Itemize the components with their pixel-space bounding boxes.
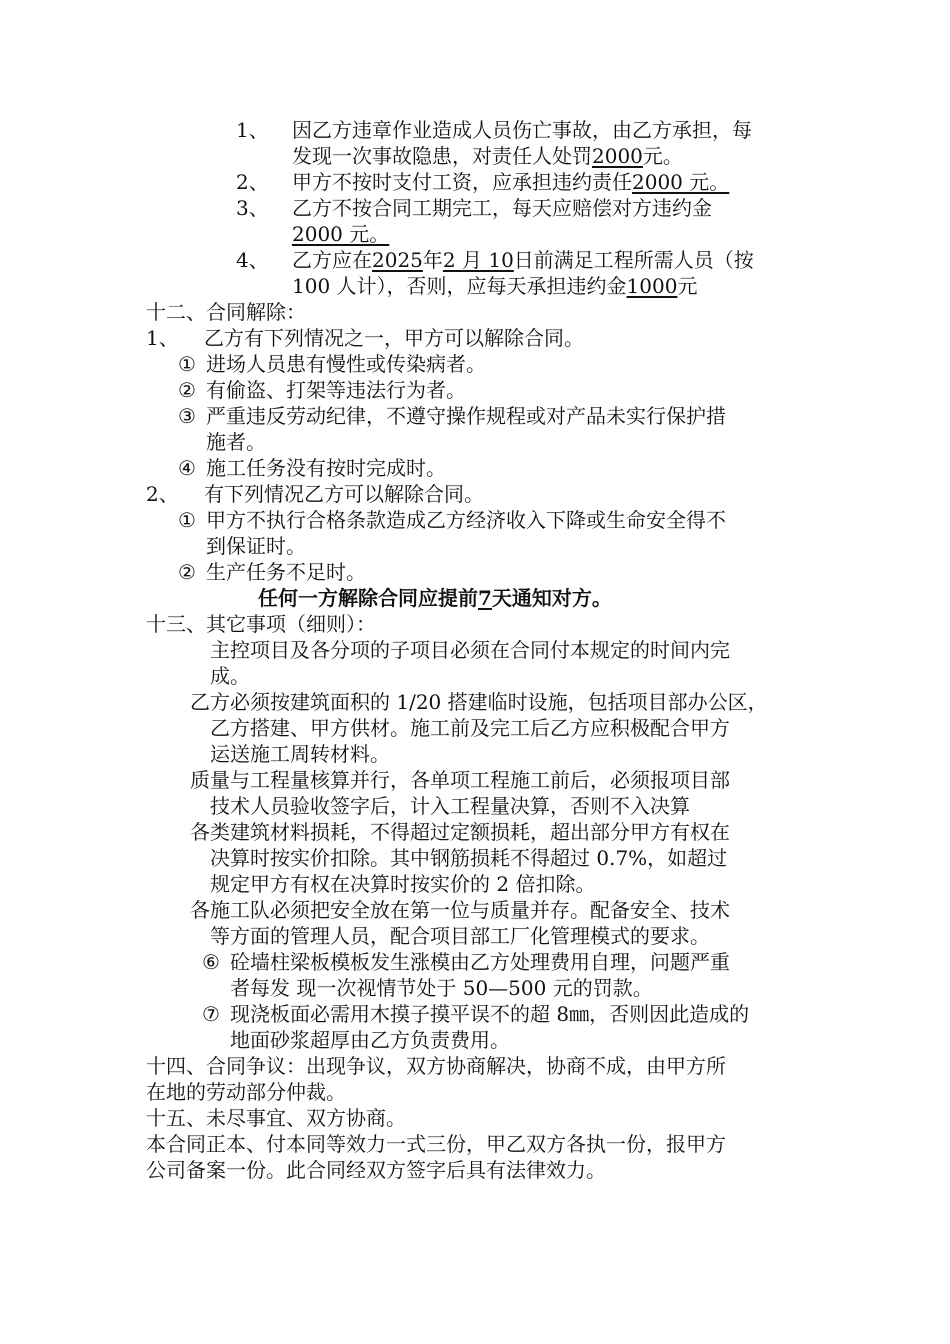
clause-number: 1、 bbox=[146, 326, 179, 350]
other-item-text: 等方面的管理人员，配合项目部工厂化管理模式的要求。 bbox=[210, 924, 710, 948]
other-item-text: 现浇板面必需用木摸子摸平误不的超 8㎜，否则因此造成的 bbox=[230, 1002, 750, 1026]
clause-text: 乙方有下列情况之一，甲方可以解除合同。 bbox=[204, 326, 584, 350]
circled-number: ④ bbox=[178, 456, 196, 480]
section-heading-other: 十三、其它事项（细则）： bbox=[146, 612, 376, 636]
other-item-text: 者每发 现一次视情节处于 50—500 元的罚款。 bbox=[230, 976, 653, 1000]
circled-number: ② bbox=[178, 378, 196, 402]
other-item-text: 主控项目及各分项的子项目必须在合同付本规定的时间内完 bbox=[210, 638, 730, 662]
penalty-amount: 2000 元。 bbox=[292, 222, 390, 246]
clause-item-text: 有偷盗、打架等违法行为者。 bbox=[206, 378, 466, 402]
clause-item-text: 生产任务不足时。 bbox=[206, 560, 366, 584]
circled-number: ⑦ bbox=[202, 1002, 220, 1026]
deadline-date: 2 月 10 bbox=[442, 248, 514, 272]
penalty-item-text: 乙方不按合同工期完工，每天应赔偿对方违约金 bbox=[292, 196, 712, 220]
clause-text: 有下列情况乙方可以解除合同。 bbox=[204, 482, 484, 506]
penalty-item-number: 4、 bbox=[236, 248, 269, 272]
circled-number: ⑥ bbox=[202, 950, 220, 974]
clause-item-text: 严重违反劳动纪律，不遵守操作规程或对产品未实行保护措 bbox=[206, 404, 726, 428]
clause-item-text: 到保证时。 bbox=[206, 534, 306, 558]
clause-number: 2、 bbox=[146, 482, 179, 506]
penalty-item-text: 乙方应在2025年2 月 10日前满足工程所需人员（按 bbox=[292, 248, 754, 272]
clause-item-text: 施工任务没有按时完成时。 bbox=[206, 456, 446, 480]
other-item-text: 成。 bbox=[210, 664, 250, 688]
deadline-year: 2025 bbox=[372, 248, 423, 272]
other-item-text: 各类建筑材料损耗，不得超过定额损耗，超出部分甲方有权在 bbox=[190, 820, 730, 844]
other-item-text: 运送施工周转材料。 bbox=[210, 742, 390, 766]
closing-paragraph: 公司备案一份。此合同经双方签字后具有法律效力。 bbox=[146, 1158, 606, 1182]
section-unresolved: 十五、未尽事宜、双方协商。 bbox=[146, 1106, 406, 1130]
termination-notice: 任何一方解除合同应提前7天通知对方。 bbox=[258, 586, 612, 610]
circled-number: ② bbox=[178, 560, 196, 584]
circled-number: ① bbox=[178, 508, 196, 532]
other-item-text: 地面砂浆超厚由乙方负责费用。 bbox=[230, 1028, 510, 1052]
other-item-text: 规定甲方有权在决算时按实价的 2 倍扣除。 bbox=[210, 872, 596, 896]
penalty-item-text: 甲方不按时支付工资，应承担违约责任2000 元。 bbox=[292, 170, 730, 194]
penalty-item-text: 因乙方违章作业造成人员伤亡事故，由乙方承担，每 bbox=[292, 118, 752, 142]
section-dispute: 十四、合同争议：出现争议，双方协商解决，协商不成，由甲方所 bbox=[146, 1054, 726, 1078]
penalty-item-number: 3、 bbox=[236, 196, 269, 220]
section-dispute: 在地的劳动部分仲裁。 bbox=[146, 1080, 346, 1104]
clause-item-text: 甲方不执行合格条款造成乙方经济收入下降或生命安全得不 bbox=[206, 508, 726, 532]
penalty-item-text: 100 人计），否则，应每天承担违约金1000元 bbox=[292, 274, 698, 298]
other-item-text: 决算时按实价扣除。其中钢筋损耗不得超过 0.7%，如超过 bbox=[210, 846, 728, 870]
closing-paragraph: 本合同正本、付本同等效力一式三份，甲乙双方各执一份，报甲方 bbox=[146, 1132, 726, 1156]
other-item-text: 各施工队必须把安全放在第一位与质量并存。配备安全、技术 bbox=[190, 898, 730, 922]
other-item-text: 乙方搭建、甲方供材。施工前及完工后乙方应积极配合甲方 bbox=[210, 716, 730, 740]
other-item-text: 技术人员验收签字后，计入工程量决算，否则不入决算 bbox=[210, 794, 690, 818]
other-item-text: 砼墙柱梁板模板发生涨模由乙方处理费用自理，问题严重 bbox=[230, 950, 730, 974]
penalty-amount: 1000 bbox=[626, 274, 678, 298]
clause-item-text: 施者。 bbox=[206, 430, 266, 454]
penalty-item-text: 发现一次事故隐患，对责任人处罚2000元。 bbox=[292, 144, 683, 168]
notice-days: 7 bbox=[478, 586, 492, 610]
section-heading-termination: 十二、合同解除： bbox=[146, 300, 306, 324]
clause-item-text: 进场人员患有慢性或传染病者。 bbox=[206, 352, 486, 376]
penalty-amount: 2000 元。 bbox=[632, 170, 730, 194]
circled-number: ③ bbox=[178, 404, 196, 428]
penalty-item-number: 1、 bbox=[236, 118, 269, 142]
penalty-amount: 2000 bbox=[592, 144, 643, 168]
other-item-text: 质量与工程量核算并行，各单项工程施工前后，必须报项目部 bbox=[190, 768, 730, 792]
other-item-text: 乙方必须按建筑面积的 1/20 搭建临时设施，包括项目部办公区， bbox=[190, 690, 768, 714]
penalty-item-number: 2、 bbox=[236, 170, 269, 194]
circled-number: ① bbox=[178, 352, 196, 376]
